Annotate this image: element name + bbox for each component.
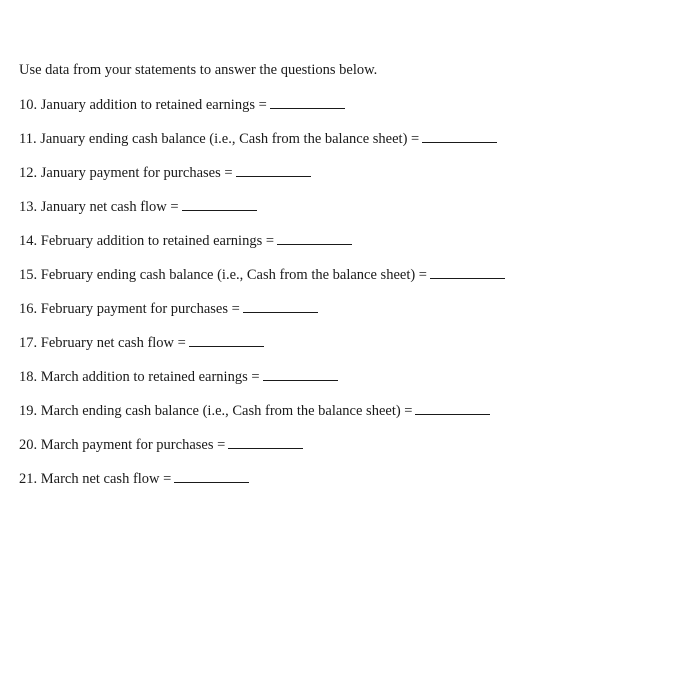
question-text: 21. March net cash flow = bbox=[19, 471, 172, 487]
question-text: 13. January net cash flow = bbox=[19, 199, 179, 215]
question-text: 16. February payment for purchases = bbox=[19, 301, 240, 317]
answer-blank bbox=[182, 196, 257, 211]
question-text: 12. January payment for purchases = bbox=[19, 165, 233, 181]
answer-blank bbox=[430, 264, 505, 279]
question-18 bbox=[19, 366, 679, 386]
question-text: 11. January ending cash balance (i.e., Cash from the balance sheet) = bbox=[19, 131, 420, 147]
question-text: 15. February ending cash balance (i.e., Cash from the balance sheet) = bbox=[19, 267, 427, 283]
answer-blank bbox=[263, 366, 338, 381]
worksheet bbox=[19, 60, 679, 502]
instructions: Use data from your statements to answer the questions below. bbox=[19, 62, 378, 78]
question-13 bbox=[19, 196, 679, 216]
question-text: 17. February net cash flow = bbox=[19, 335, 186, 351]
question-text: 19. March ending cash balance (i.e., Cash from the balance sheet) = bbox=[19, 403, 413, 419]
question-text: 18. March addition to retained earnings = bbox=[19, 369, 260, 385]
answer-blank bbox=[189, 332, 264, 347]
question-text: 10. January addition to retained earnings = bbox=[19, 97, 267, 113]
question-19 bbox=[19, 400, 679, 420]
question-text: 14. February addition to retained earnings = bbox=[19, 233, 275, 249]
answer-blank bbox=[236, 162, 311, 177]
answer-blank bbox=[174, 468, 249, 483]
question-15 bbox=[19, 264, 679, 284]
question-10 bbox=[19, 94, 679, 114]
answer-blank bbox=[277, 230, 352, 245]
question-17 bbox=[19, 332, 679, 352]
question-21 bbox=[19, 468, 679, 488]
question-12 bbox=[19, 162, 679, 182]
question-20 bbox=[19, 434, 679, 454]
question-text: 20. March payment for purchases = bbox=[19, 437, 226, 453]
answer-blank bbox=[415, 400, 490, 415]
answer-blank bbox=[243, 298, 318, 313]
question-14 bbox=[19, 230, 679, 250]
answer-blank bbox=[422, 128, 497, 143]
answer-blank bbox=[228, 434, 303, 449]
question-16 bbox=[19, 298, 679, 318]
answer-blank bbox=[270, 94, 345, 109]
question-11 bbox=[19, 128, 679, 148]
